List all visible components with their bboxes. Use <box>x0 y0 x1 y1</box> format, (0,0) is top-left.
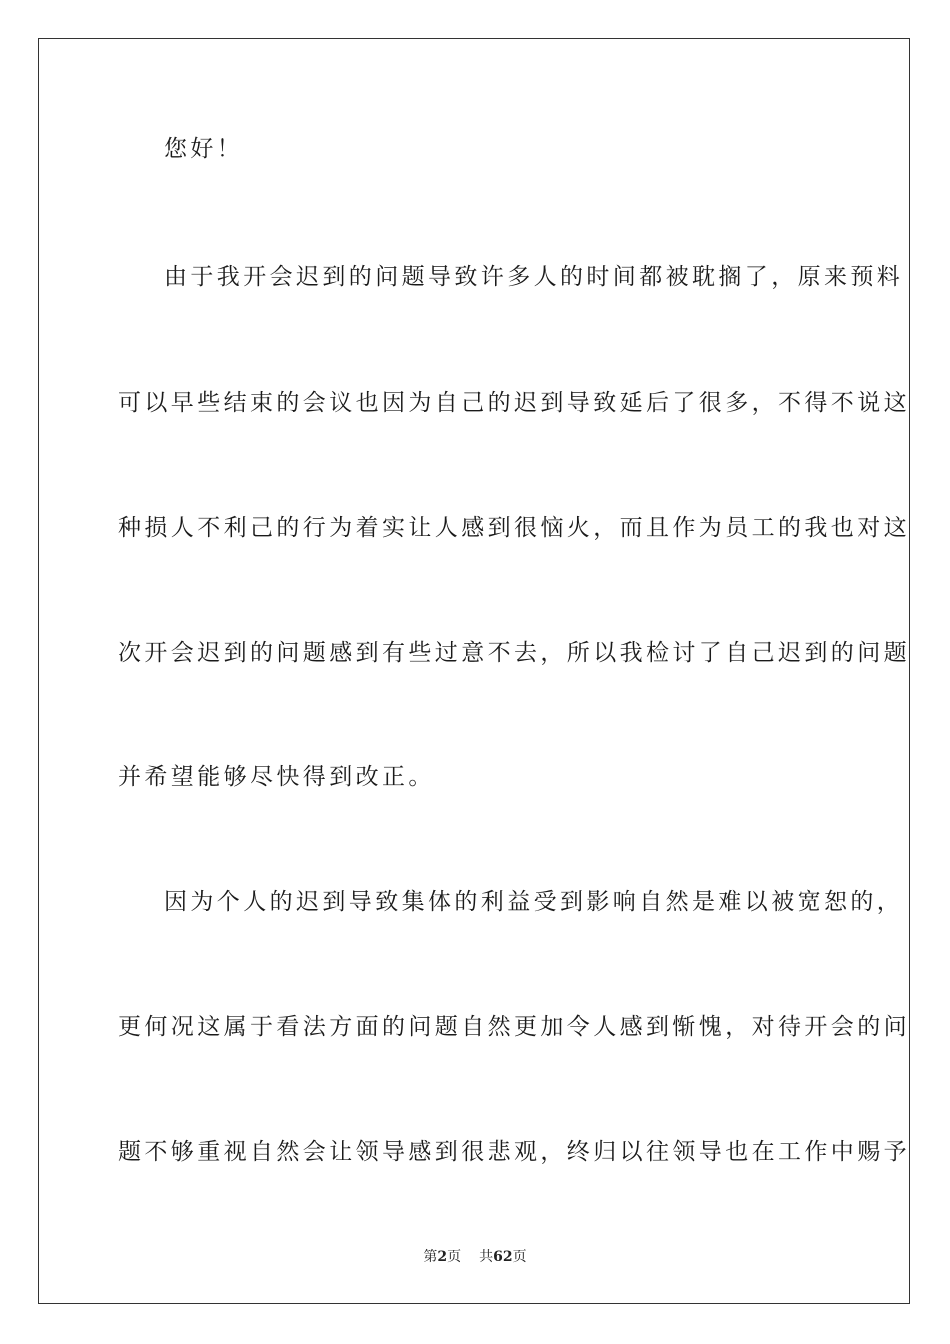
page-footer <box>0 1246 950 1266</box>
body-line-3: 种损人不利己的行为着实让人感到很恼火，而且作为员工的我也对这 <box>118 515 910 541</box>
page-border <box>38 38 910 1304</box>
body-line-7: 更何况这属于看法方面的问题自然更加令人感到惭愧，对待开会的问 <box>118 1014 910 1040</box>
footer-total-pages: 62 <box>493 1249 513 1265</box>
footer-page-number: 2 <box>437 1249 448 1265</box>
footer-page-prefix: 第 <box>423 1249 438 1265</box>
body-line-6: 因为个人的迟到导致集体的利益受到影响自然是难以被宽恕的， <box>164 889 904 915</box>
body-line-5: 并希望能够尽快得到改正。 <box>118 764 435 790</box>
body-line-4: 次开会迟到的问题感到有些过意不去，所以我检讨了自己迟到的问题 <box>118 640 910 666</box>
footer-total-prefix: 共 <box>479 1249 494 1265</box>
body-line-8: 题不够重视自然会让领导感到很悲观，终归以往领导也在工作中赐予 <box>118 1139 910 1165</box>
greeting-line: 您好！ <box>164 136 244 162</box>
footer-page-suffix: 页 <box>447 1249 462 1265</box>
footer-total-suffix: 页 <box>512 1249 527 1265</box>
body-line-1: 由于我开会迟到的问题导致许多人的时间都被耽搁了，原来预料 <box>164 264 904 290</box>
body-line-2: 可以早些结束的会议也因为自己的迟到导致延后了很多，不得不说这 <box>118 390 910 416</box>
